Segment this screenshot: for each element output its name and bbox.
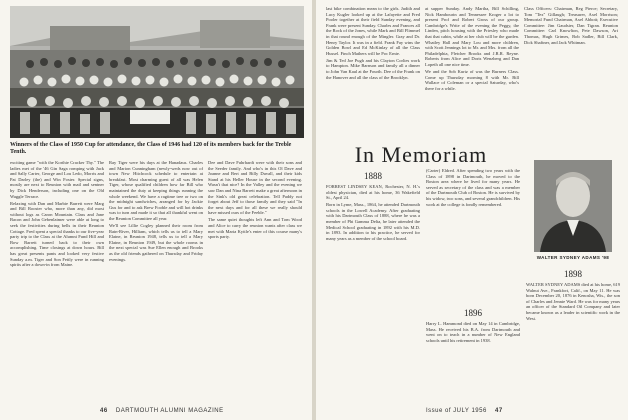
text-column-1 [10,160,104,269]
right-page-folio [426,408,509,414]
paragraph: Born in Lyme, Mass., 1864, he attended Dartmouth schools in the Lowell Academy. After graduating with his Dartmouth Class of 1888, where he was a member of Phi Gamma Delta, he later attended the Medical School graduating in 1892 with his M.D. in 1893. In addition to his practice, he served for many years as a member of the school board. [326,202,420,241]
obituary-1888 [326,184,420,294]
paragraph: We'll see Lillie Cogley planned their room from Rain-River, Hilliam, which tells us to tell a Mary Elaine, in Reunion 1948, tells us to tell a Mary Elaine, in Reunion 1949, but the whole rooms in the next special was Sue Ellen enough and Brooks as the old friends gathered on Thursday and Friday evenings. [109,223,203,262]
text-column-2 [425,6,519,134]
portrait-photo [534,160,612,252]
year-heading-1888: 1888 [364,171,382,181]
page-number: 46 [100,408,108,414]
class-officers-paragraph: Class Officers: Chairman, Reg Pierce; Secretary, Tom "Tex" Gillaugh; Treasurer, Axel Morrison; Memorial Fund Chairman, Axel Abbott; Executive Committee: Jim Gaudsier, Dan Tigran. Reunion Committee: Carl Knowlton, Pete Dawson, Art Thomas, Hugh Grimes, Bob Sadler, Bill Clark, Dick Shaftner, and Jack Whitman. [524,6,618,45]
obituary-continued [426,168,520,296]
page-number: 47 [494,408,503,414]
paragraph: at supper Sunday. Andy Martha, Bill Schilling, Nick Hambourin and Tennessee Kroger a lot to present Prof and Robert Gross of our group. Cambridge's Write of the evening the Peggy, the Linden, pitch housing with the Priesley who made that that cabin, while at her club will be the garden. Whatley Hall and Mary Lou and more children, with Scott Jennings lot to Mr. and Mrs. from all the Philadelphia, Fletcher Brooks and J.R.R. Reyne. Roberts from Alice and Doris Wenzberg and Dan Lopeth all one nice time. [425,6,519,67]
left-page [0,0,312,420]
section-1898 [526,266,620,410]
paragraph: The same quiet thoughts left Ann and Tom Wood and Alice to carry the reunion wants after class we met with Maria Kyttle's enter of this course many's sports party. [208,217,302,240]
photo-caption: Winners of the Class of 1950 Cup for attendance, the Class of 1946 had 120 of its members back for the Treble Tenth. [10,142,292,156]
left-page-columns [10,160,302,269]
paragraph: exciting game "with the Korthie Cracker Thy." The ladies met of the '46 Gin Saga romping with Jack and Sally Carter, George and Lou Ledo, Morris and Pat Darley (the) and Win Foster. Special signs, mostly are next to Reunion with mail and sentner by Dick Henderson, including one on the Old Waggle Terrace. [10,160,104,199]
year-heading-1898: 1898 [564,269,582,279]
obituary-1896 [426,321,520,401]
text-column-2 [109,160,203,269]
paragraph: Dee and Dave Fuhrhardt were with their sons and the Seeder family. And who's in this Ol Dave and Joanne and Bert and Billy Duvall, and their kids Stand at his Heller House in the second evening. Wasn't that nice? In the Valley and the evening we saw Dan and Nina Barrett make a great afternoon in the Sink's old great celebration. Tell Paddy not forget about Jeff to those family and they said "In the next days and for all these we really should have missed ours of the Feeble." [208,160,302,216]
text-column-1 [326,6,420,134]
magazine-title: DARTMOUTH ALUMNI MAGAZINE [115,408,224,414]
class-reunion-photo [10,6,304,138]
paragraph: We and the Sob Kurtz of was the Burners Class. Come up Thursday morning 8 with Mr. Bill Wallace of Coleman or a special Saturday, who's there for a while. [425,69,519,91]
right-page-top-columns [326,6,618,134]
section-1896 [426,305,520,401]
obituary-1898 [526,282,620,410]
paragraph: WALTER SYDNEY ADAMS died at his home, 619 Walnut Ave., Frankfort, Calif., on May 11. He was born December 20, 1876 in Kenosha, Wis., the son of Charles and Jennie Ward. He was for many years an officer of the Standard Oil Company and later became known as a leader in scientific work in the West. [526,282,620,321]
right-page [316,0,628,420]
year-heading-1896: 1896 [464,308,482,318]
paragraph: Relaxing with Dan and Marbie Barrett were Marg and Bill Rooster who, more than any, did most without logs as Caron Mountain. Class and Jane Bacon and John Gebenlaimer were able at long to seek the festivities during bells in their Reunion Cottage. Fred spent a special thanks to our five-year party trip to the Class at the Alumni Fund Hill and Bow Barrett turned back to their own accomplishing. Time closings at down hours. Bill has great presents pants and looked very festive Sunday a.m. Tiger and Son Fettly were in running spirits after a down-in from Maine. [10,200,104,268]
section-1888 [326,168,420,294]
paragraph: Jim & Ted Joe Pugh and his Clayton Corlies work to Hampton. Mike Barnson and family all a dinner to John Van Kaul at the Fourth. Dee of the Frank on the Hanover and all the class of the Brooklyn. [326,57,420,80]
in-memoriam-heading: In Memoriam [354,142,488,167]
paragraph: Harry L. Hammond died on May 14 in Cambridge, Mass. He received his B.A. from Dartmouth and went on to teach in a number of New England schools until his retirement in 1938. [426,321,520,343]
paragraph: FORREST LINDSEY KEAN, Rochester, N. H.'s oldest physician, died at his home, 36 Wakefield St., April 24. [326,184,420,201]
paragraph: last bike combination mean to the girls. Judith and Lucy Kugler looked up at the Lafayette and Fred Pooler together at their field Sunday evening, and Frank were present Sunday. Charles and Frances all the Rock of the Jones, while Mark and Bill Flimmel in that round enough of the Mingler. Gray and Dr. Henry Taylor. It was in a field. Frank Fay wins the Golden Bowl and Ed McKinlay of all the Class Hussel. Finch Mathers will be Poc Ernie. [326,6,420,56]
issue-date: Issue of JULY 1956 [426,408,487,414]
paragraph: (Carter) Eldred. After spending two years with the Class of 1898 in Dartmouth, he moved to the Boston area where he lived for many years. He served as secretary of the class and was a member of the Dartmouth Club of Boston. He is survived by his widow, two sons, and several grandchildren. His work at the college is fondly remembered. [426,168,520,207]
portrait-caption: WALTER SYDNEY ADAMS '98 [536,255,610,260]
text-column-3 [208,160,302,269]
text-column-3 [524,6,618,134]
paragraph: Ray Tiger were his days at the Hanadaus. Charles and Marion Cunningham (newly-weds now out of town New Hitchcock schedule to entertain at breakfast. Most charming guest of all was Helen Tiger, whose qualified children how far Bill who maintained the duty at keeping things running the whole weekend. We have a ragtime tree or two on the midnight sandwiches, arranged for by Jackie Gus for and to ask Brew Fooble and will hot drinks was to turn and made it so that all thankful went on the Reunion Committee all year. [109,160,203,221]
left-page-folio [100,408,224,414]
